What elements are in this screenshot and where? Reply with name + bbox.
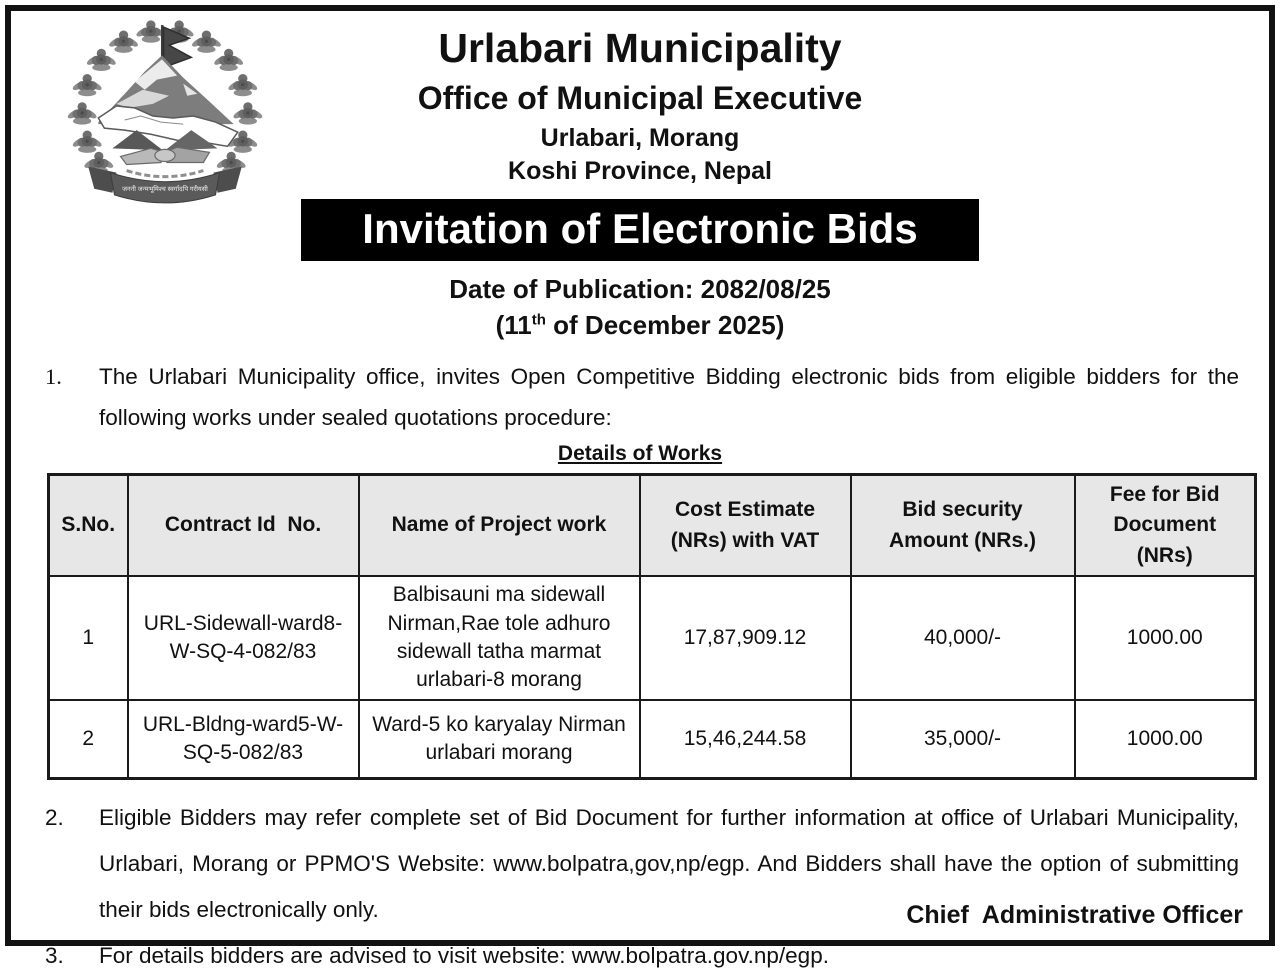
header-sno: S.No. <box>49 475 128 577</box>
logo-motto-text: जननी जन्मभूमिश्च स्वर्गादपि गरीयसी <box>122 185 208 193</box>
works-table-header-row <box>49 475 1256 577</box>
cell-bid-fee: 1000.00 <box>1075 700 1256 779</box>
cell-cost-estimate: 15,46,244.58 <box>640 700 851 779</box>
paragraph-1 <box>11 357 1269 439</box>
cell-contract-id: URL-Sidewall-ward8-W-SQ-4-082/83 <box>128 576 359 699</box>
works-section-title: Details of Works <box>557 442 723 466</box>
date-ad-suffix: of December 2025) <box>545 310 785 341</box>
date-ad-prefix: (11 <box>495 310 532 341</box>
header-bid-fee: Fee for Bid Document (NRs) <box>1075 475 1256 577</box>
signature-title: Chief Administrative Officer <box>906 901 1243 929</box>
paragraph-3-number: 3. <box>45 942 64 968</box>
cell-sno: 1 <box>49 576 128 699</box>
document-header <box>11 11 1269 193</box>
document-page <box>5 5 1275 968</box>
paragraph-2-text: Eligible Bidders may refer complete set of Bid Document for further information at office of Urlabari Municipality, Urlabari, Morang or PPMO'S Website: www.bolpatra,gov,np/egp. And Bidders shall have the option of submitting their bids electronically only. <box>99 805 1239 923</box>
cell-bid-security: 35,000/- <box>851 700 1075 779</box>
cell-sno: 2 <box>49 700 128 779</box>
paragraph-3 <box>11 936 1269 977</box>
cell-contract-id: URL-Bldng-ward5-W-SQ-5-082/83 <box>128 700 359 779</box>
paragraph-3-text: For details bidders are advised to visit website: www.bolpatra.gov.np/egp. <box>99 942 829 968</box>
municipality-title: Urlabari Municipality <box>438 25 842 71</box>
header-bid-security: Bid security Amount (NRs.) <box>851 475 1075 577</box>
cell-project-name: Balbisauni ma sidewall Nirman,Rae tole adhuro sidewall tatha marmat urlabari-8 morang <box>359 576 640 699</box>
paragraph-2-number: 2. <box>45 805 64 831</box>
header-cost-estimate: Cost Estimate (NRs) with VAT <box>640 475 851 577</box>
cell-bid-fee: 1000.00 <box>1075 576 1256 699</box>
cell-project-name: Ward-5 ko karyalay Nirman urlabari morang <box>359 700 640 779</box>
office-subtitle: Office of Municipal Executive <box>417 80 863 117</box>
address-line: Urlabari, Morang <box>540 124 740 153</box>
paragraph-1-number: 1. <box>45 364 62 390</box>
cell-bid-security: 40,000/- <box>851 576 1075 699</box>
table-row <box>49 700 1256 779</box>
publication-date-bs: Date of Publication: 2082/08/25 <box>449 274 831 305</box>
notice-title-banner: Invitation of Electronic Bids <box>301 199 979 261</box>
table-row <box>49 576 1256 699</box>
date-ad-ordinal: th <box>531 311 546 329</box>
paragraph-1-text: The Urlabari Municipality office, invites Open Competitive Bidding electronic bids from eligible bidders for the following works under sealed quotations procedure: <box>99 364 1239 431</box>
cell-cost-estimate: 17,87,909.12 <box>640 576 851 699</box>
nepal-government-emblem-icon <box>63 19 267 211</box>
works-table <box>47 473 1257 780</box>
publication-date-ad <box>11 310 1269 341</box>
header-contract-id: Contract Id No. <box>128 475 359 577</box>
header-project-name: Name of Project work <box>359 475 640 577</box>
province-line: Koshi Province, Nepal <box>508 156 772 185</box>
